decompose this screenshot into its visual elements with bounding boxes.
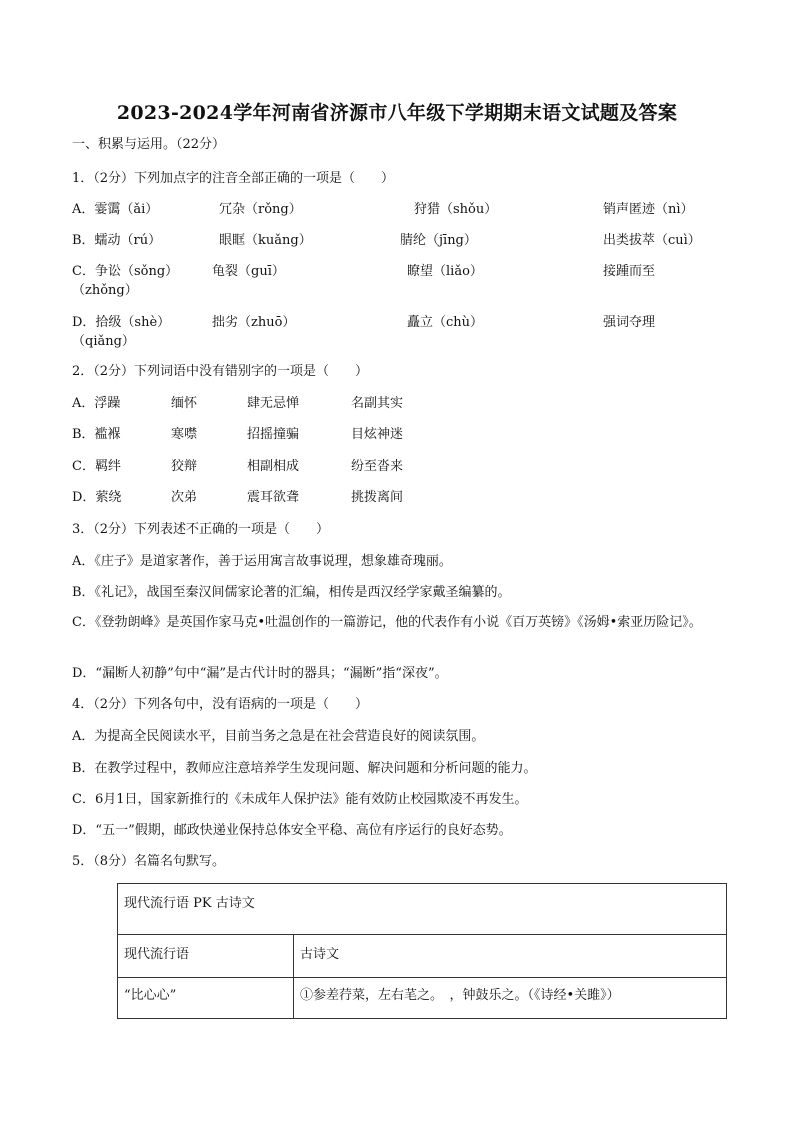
q1-d-3: 矗立（chù） — [407, 315, 484, 330]
q2-stem: 2．（2分）下列词语中没有错别字的一项是（ ） — [72, 364, 369, 379]
q1-c-tail: （zhǒng） — [72, 283, 138, 298]
q1-b-1: B．蠕动（rú） — [72, 233, 162, 248]
q1-d-4: 强词夺理 — [603, 315, 656, 330]
q1-d-2: 拙劣（zhuō） — [212, 315, 296, 330]
q1-b-4: 出类拔萃（cuì） — [603, 233, 701, 248]
q4-option-b: B．在教学过程中，教师应注意培养学生发现问题、解决问题和分析问题的能力。 — [72, 761, 537, 776]
q2-a-1: A．浮躁 — [72, 396, 121, 411]
q1-c-4: 接踵而至 — [603, 264, 656, 279]
q3-option-d: D．“漏断人初静”句中“漏”是古代计时的器具；“漏断”指“深夜”。 — [72, 666, 448, 681]
q2-b-2: 寒噤 — [171, 427, 198, 442]
q1-stem: 1．（2分）下列加点字的注音全部正确的一项是（ ） — [72, 171, 395, 186]
q2-d-3: 震耳欲聋 — [247, 490, 300, 505]
q2-b-1: B．褴褓 — [72, 427, 121, 442]
q1-b-2: 眼眶（kuǎng） — [219, 233, 312, 248]
q3-option-a: A．《庄子》是道家著作，善于运用寓言故事说理，想象雄奇瑰丽。 — [72, 554, 452, 569]
q1-a-1: A．霎霭（ǎi） — [72, 202, 159, 217]
table-header-row — [118, 935, 727, 978]
q2-d-2: 次弟 — [171, 490, 198, 505]
q1-a-4: 销声匿迹（nì） — [603, 202, 694, 217]
q2-a-4: 名副其实 — [351, 396, 404, 411]
q1-a-3: 狩猎（shǒu） — [414, 202, 498, 217]
header-modern: 现代流行语 — [118, 935, 294, 978]
table-row — [118, 978, 727, 1019]
q2-c-3: 相副相成 — [247, 459, 300, 474]
q4-stem: 4．（2分）下列各句中，没有语病的一项是（ ） — [72, 697, 369, 712]
q2-c-2: 狡辩 — [171, 459, 198, 474]
q2-b-4: 目炫神迷 — [351, 427, 404, 442]
q2-d-4: 挑拨离间 — [351, 490, 404, 505]
q4-option-d: D．“五一”假期，邮政快递业保持总体安全平稳、高位有序运行的良好态势。 — [72, 823, 512, 838]
page-title: 2023-2024学年河南省济源市八年级下学期期末语文试题及答案 — [116, 102, 678, 124]
q4-option-c: C．6月1日，国家新推行的《未成年人保护法》能有效防止校园欺凌不再发生。 — [72, 792, 528, 807]
q1-c-2: 龟裂（guī） — [212, 264, 285, 279]
section-heading: 一、积累与运用。（22分） — [72, 137, 226, 152]
table-title: 现代流行语 PK 古诗文 — [118, 884, 727, 935]
q4-option-a: A．为提高全民阅读水平，目前当务之急是在社会营造良好的阅读氛围。 — [72, 729, 485, 744]
q2-a-3: 肆无忌惮 — [247, 396, 300, 411]
q1-c-1: C．争讼（sǒng） — [72, 264, 179, 279]
q2-c-4: 纷至沓来 — [351, 459, 404, 474]
q5-stem: 5．（8分）名篇名句默写。 — [72, 854, 226, 869]
row1-modern: “比心心” — [118, 978, 294, 1019]
q2-b-3: 招摇撞骗 — [247, 427, 300, 442]
q2-a-2: 缅怀 — [171, 396, 198, 411]
q1-b-3: 腈纶（jīng） — [400, 233, 477, 248]
header-classical: 古诗文 — [294, 935, 727, 978]
row1-classical: ①参差荇菜，左右芼之。 ，钟鼓乐之。（《诗经•关雎》） — [294, 978, 727, 1019]
table-title-row — [118, 884, 727, 935]
q1-d-1: D．拾级（shè） — [72, 315, 171, 330]
q2-d-1: D．萦绕 — [72, 490, 122, 505]
q3-stem: 3．（2分）下列表述不正确的一项是（ ） — [72, 522, 330, 537]
q1-a-2: 冗杂（rǒng） — [219, 202, 302, 217]
q2-c-1: C．羁绊 — [72, 459, 121, 474]
poem-table — [117, 883, 727, 1019]
q1-d-tail: （qiǎng） — [72, 334, 135, 349]
q3-option-c: C．《登勃朗峰》是英国作家马克•吐温创作的一篇游记，他的代表作有小说《百万英镑》《汤姆•索亚历险记》。 — [72, 615, 702, 630]
q1-c-3: 瞭望（liǎo） — [407, 264, 483, 279]
q3-option-b: B．《礼记》，战国至秦汉间儒家论著的汇编，相传是西汉经学家戴圣编纂的。 — [72, 585, 511, 600]
